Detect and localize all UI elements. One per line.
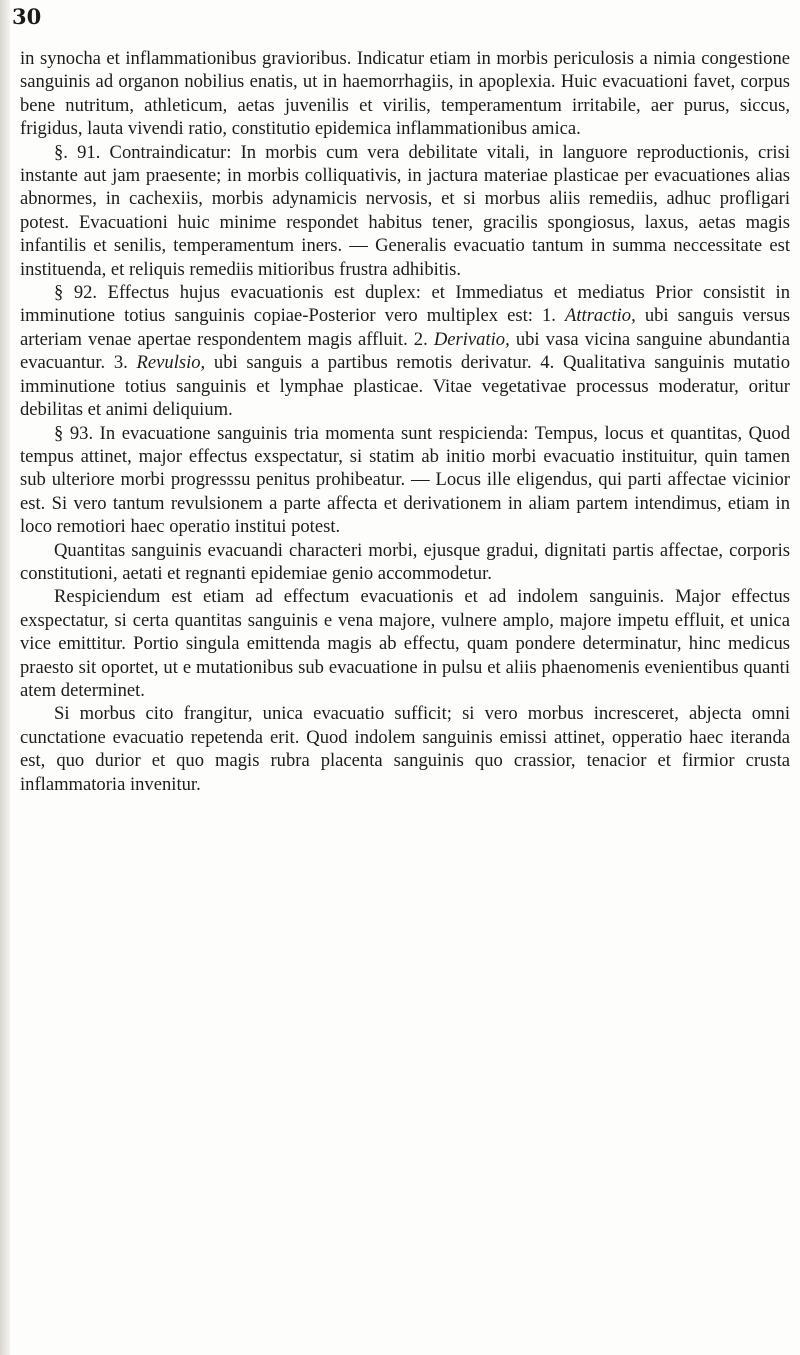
- text-run: Respiciendum est etiam ad effectum evacuationis et ad indolem sanguinis. Major effectus exspectatur, si certa quantitas sanguinis e vena majore, vulnere amplo, majore impetu effluit, et unica vice emittitur. Portio singula emittenda magis ab effectu, quam pondere determinatur, hinc medicus praesto sit oportet, ut e mutationibus sub evacuatione in pulsu et aliis phaenomenis evenientibus quanti atem determinet.: [20, 586, 790, 701]
- paragraph: [20, 47, 790, 141]
- text-run: Si morbus cito frangitur, unica evacuatio sufficit; si vero morbus increscеret, abjecta omni cunctatione evacuatio repetenda erit. Quod indolem sanguinis emissi attinet, opperatio haec iteranda est, quo durior et quo magis rubra placenta sanguinis quo crassior, tenacior et firmior crusta inflammatoria invenitur.: [20, 703, 790, 795]
- page-number: 30: [12, 4, 42, 29]
- text-run: ubi sanguis a partibus remotis derivatur. 4. Qualitativa sanguinis mutatio imminutione totius sanguinis et lymphae plasticae. Vitae vegetativae processus moderatur, oritur debilitas et animi deliquium.: [20, 352, 791, 421]
- text-run: § 93. In evacuatione sanguinis tria momenta sunt respicienda: Tempus, locus et quantitas, Quod tempus attinet, major effectus exspectatur, si statim ab initio morbi evacuatio instituitur, quin tamen sub ulteriore morbi progresssu penitus prohibeatur. — Locus ille eligendus, qui parti affectae vicinior est. Si vero tantum revulsionem a parte affecta et derivationem in aliam partem intendimus, etiam in loco remotiori haec operatio institui potest.: [20, 422, 790, 538]
- italic-term: Attractio,: [565, 305, 636, 327]
- paragraph: [20, 281, 790, 421]
- paragraph: [20, 585, 790, 702]
- paragraph: [20, 141, 790, 281]
- italic-term: Derivatio,: [433, 328, 510, 350]
- paragraph: [20, 539, 790, 586]
- text-run: in synocha et inflammationibus gravioribus. Indicatur etiam in morbis periculosis a nimia congestione sanguinis ad organon nobilius enatis, ut in haemorrhagiis, in apoplexia. Huic evacuationi favet, corpus bene nutritum, athleticum, aetas juvenilis et virilis, temperamentum irritabile, aer purus, siccus, frigidus, lauta vivendi ratio, constitutio epidemica inflammationibus amica.: [20, 48, 790, 140]
- paragraph: [20, 702, 790, 796]
- page-gutter-shadow: [0, 0, 10, 1355]
- text-run: §. 91. Contraindicatur: In morbis cum vera debilitate vitali, in languore reproductionis, crisi instante aut jam praesente; in morbis colliquativis, in jactura materiae plasticae per evacuationes alias abnormes, in cachexiis, morbis adynamicis nervosis, et si morbus aliis remediis, adhuc profligari potest. Evacuationi huic minime respondet habitus tener, gracilis spongiosus, laxus, aetas magis infantilis et senilis, temperamentum iners. — Generalis evacuatio tantum in summa neccessitate est instituenda, et reliquis remediis mitioribus frustra adhibitis.: [20, 141, 790, 280]
- italic-term: Revulsio,: [136, 352, 206, 374]
- text-run: ubi vasa vicina sanguine abundantia evacuantur. 3.: [20, 328, 790, 374]
- paragraph: [20, 422, 790, 539]
- text-run: § 92. Effectus hujus evacuationis est duplex: et Immediatus et mediatus Prior consistit in imminutione totius sanguinis copiae-Posterior vero multiplex est: 1.: [20, 282, 790, 327]
- text-run: Quantitas sanguinis evacuandi characteri morbi, ejusque gradui, dignitati partis affectae, corporis constitutioni, aetati et regnanti epidemiae genio accommodetur.: [20, 539, 790, 584]
- body-text: [20, 47, 790, 796]
- text-run: ubi sanguis versus arteriam venae apertae respondentem magis affluit. 2.: [20, 305, 790, 350]
